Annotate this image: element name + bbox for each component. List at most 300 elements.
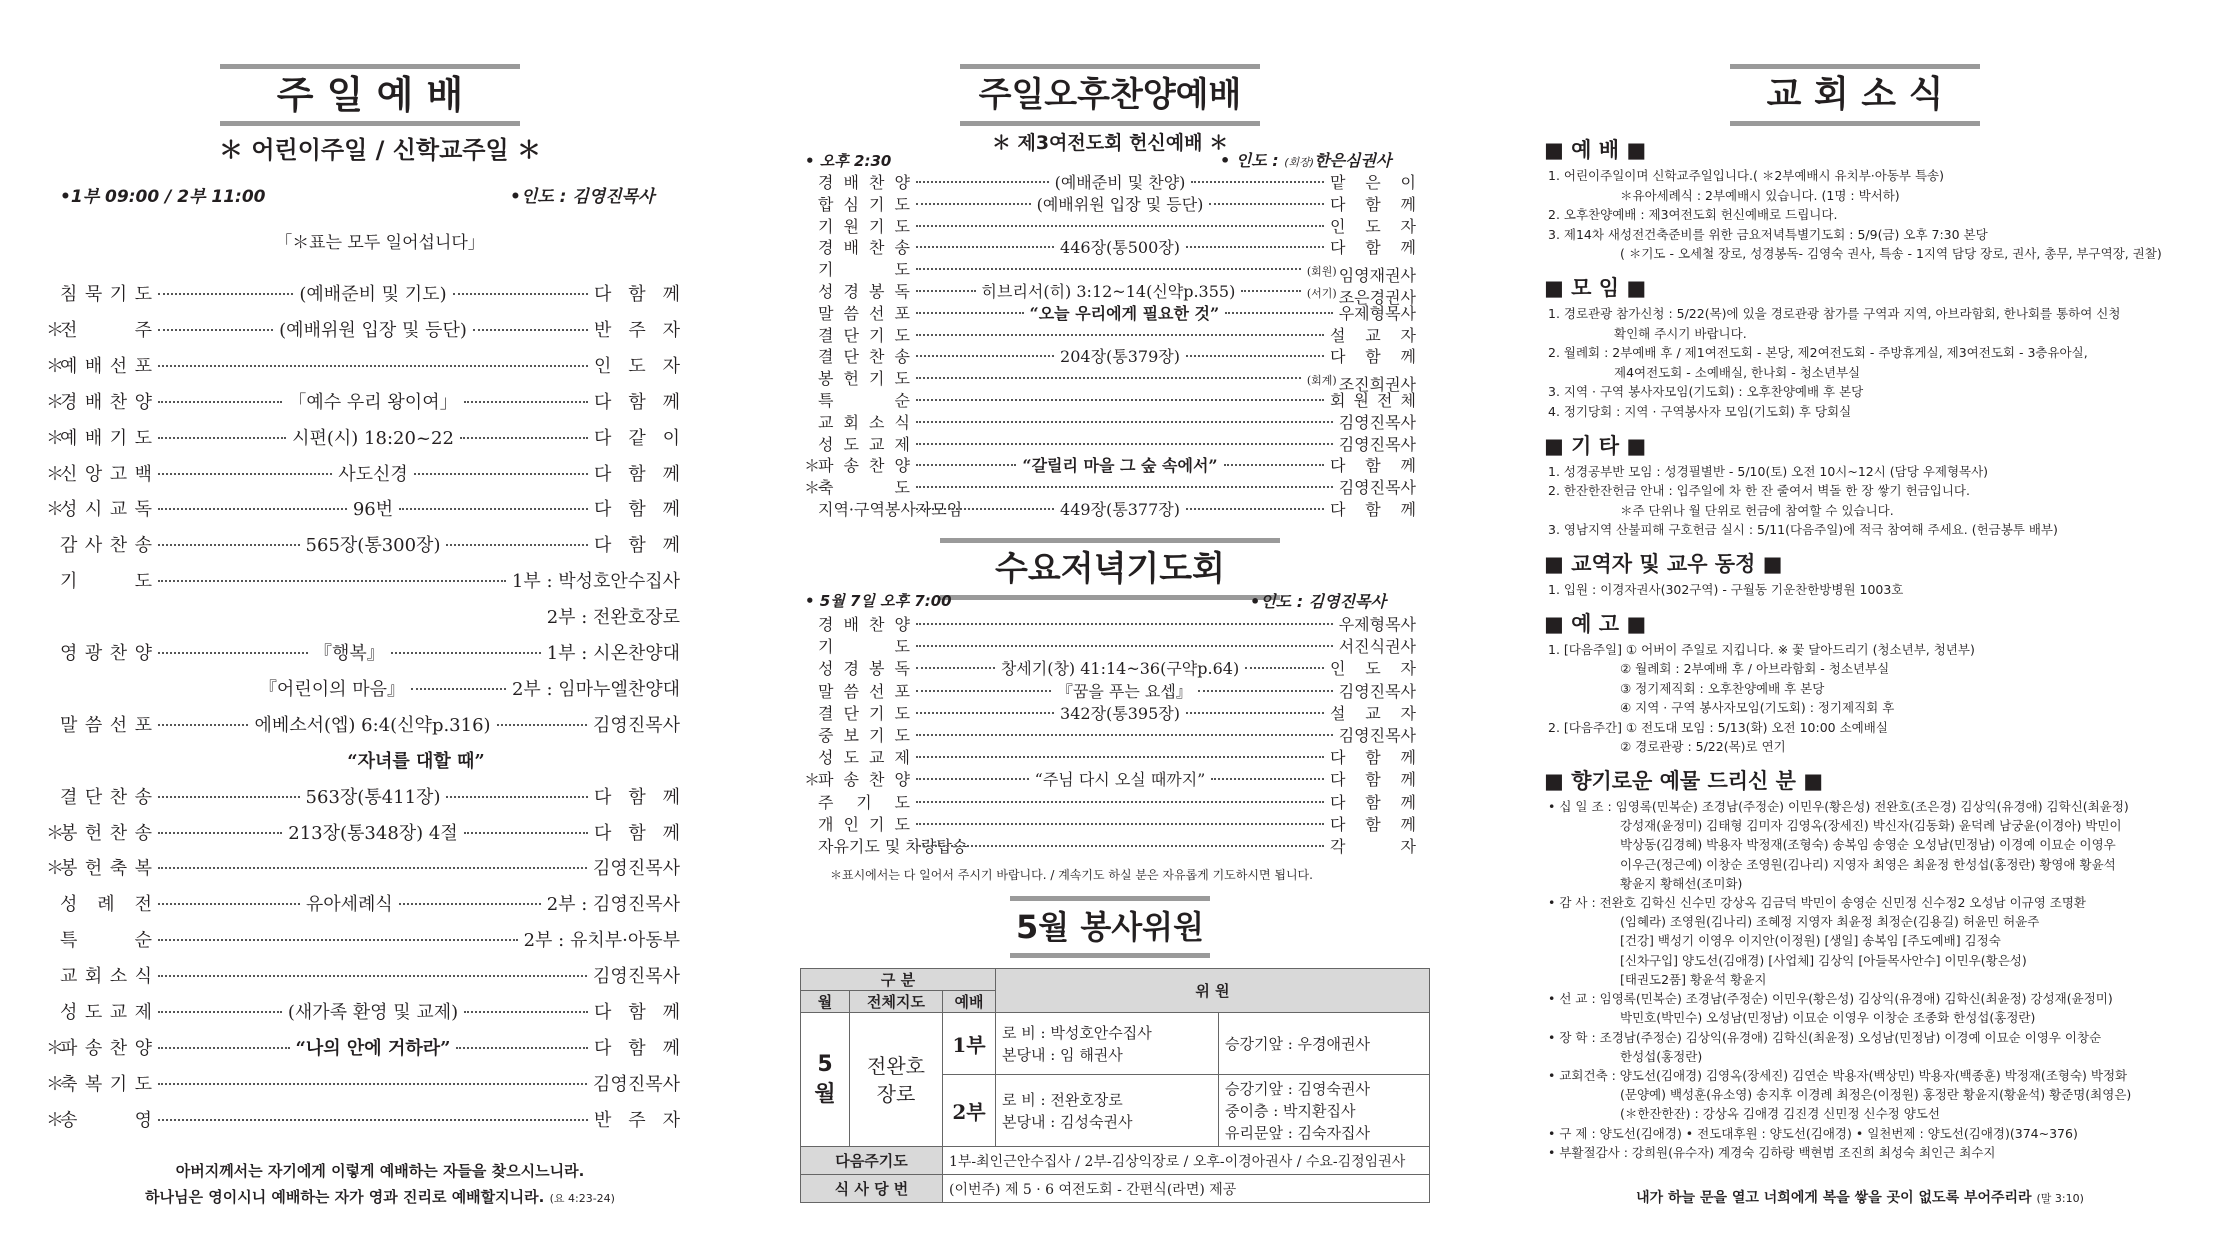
order-item-person: 김영진목사 <box>1338 412 1416 432</box>
order-item-name: 말 씀 선 포 <box>818 303 910 323</box>
order-item-name: 신 앙 고 백 ＊ <box>60 460 152 486</box>
leader-dots <box>497 724 587 726</box>
order-row <box>818 812 1416 835</box>
notice-line: 2. 월례회 : 2부예배 후 / 제1여전도회 - 본당, 제2여전도회 - 주방휴게실, 제3여전도회 - 3층유아실, <box>1548 345 2088 361</box>
volunteers-table <box>800 968 1430 1203</box>
order-row <box>818 656 1416 679</box>
order-item-name: 결 단 찬 송 <box>818 347 910 367</box>
header-month: 월 <box>801 991 850 1013</box>
notice-line: 박상동(김경혜) 박용자 박정재(조형숙) 송복임 송영순 오성남(민정남) 이경예 이묘순 이영우 <box>1620 837 2116 853</box>
notice-line: ③ 정기제직회 : 오후찬양예배 후 본당 <box>1620 680 1825 696</box>
order-item-name: 기 도 <box>60 571 152 593</box>
order-item-person: 김영진목사 <box>593 858 680 880</box>
order-item-person: 다 같 이 <box>594 427 680 449</box>
order-item-name: 기 도 <box>818 637 910 657</box>
leader-dots <box>1198 690 1333 692</box>
header-group: 구 분 <box>801 969 996 991</box>
leader-dots <box>1186 508 1324 510</box>
order-row <box>804 767 1417 790</box>
leader-dots <box>916 290 976 292</box>
next-prayer-value: 1부-최인근안수집사 / 2부-김상익장로 / 오후-이경아권사 / 수요-김정임권사 <box>943 1147 1430 1175</box>
order-row <box>804 453 1416 476</box>
order-row <box>818 701 1416 724</box>
leader-dots <box>916 181 1049 183</box>
notice-line: 3. 지역 · 구역 봉사자모임(기도회) : 오후찬양예배 후 본당 <box>1548 384 1864 400</box>
wednesday-time: • 5월 7일 오후 7:00 <box>805 592 952 610</box>
order-item-person: 김영진목사 <box>1338 681 1417 701</box>
order-item-person: 다 함 께 <box>1330 347 1416 367</box>
order-row <box>46 1070 680 1096</box>
order-row <box>818 634 1416 657</box>
stand-mark: ＊ <box>46 355 64 377</box>
leader-dots <box>916 355 1054 357</box>
verse-line-2: 하나님은 영이시니 예배하는 자가 영과 진리로 예배할지니라. (요 4:23-24) <box>145 1188 615 1206</box>
leader-dots <box>158 365 588 367</box>
leader-dots <box>158 329 273 331</box>
leader-dots <box>158 724 248 726</box>
vol-leader: 전완호 장로 <box>850 1013 943 1147</box>
order-item-person: 서진식권사 <box>1338 637 1416 657</box>
order-item-name: 성 례 전 <box>60 894 152 916</box>
order-item-name: 결 단 기 도 <box>818 325 910 345</box>
order-item-person: 2부 : 임마누엘찬양대 <box>511 678 681 700</box>
order-item-name: 축 도 ＊ <box>818 475 910 498</box>
leader-dots <box>453 293 588 295</box>
order-item-name: 성 경 봉 독 <box>818 282 910 301</box>
order-item-name: 파 송 찬 양 ＊ <box>60 1034 152 1060</box>
order-item-name: 봉 헌 축 복 ＊ <box>60 854 152 880</box>
notice-line: 3. 제14차 새성전건축준비를 위한 금요저녁특별기도회 : 5/9(금) 오후 7:30 본당 <box>1548 226 1988 242</box>
order-item-name: 파 송 찬 양 ＊ <box>818 767 910 790</box>
leader-dots <box>158 939 518 941</box>
leader-dots <box>464 832 588 834</box>
order-item-person: 김영진목사 <box>593 1073 680 1095</box>
order-row <box>818 410 1416 433</box>
section-staff-news-items <box>1544 580 2184 600</box>
order-item-person: 회 원 전 체 <box>1330 391 1416 410</box>
order-item-person: 다 함 께 <box>1330 456 1416 476</box>
leader-dots <box>1186 246 1324 248</box>
order-item-person: 다 함 께 <box>594 786 680 808</box>
wednesday-leader: •인도 : 김영진목사 <box>1250 592 1386 611</box>
order-row <box>46 854 680 880</box>
order-row <box>818 723 1416 746</box>
order-item-detail: 『어린이의 마음』 <box>258 678 405 700</box>
notice-line: 2. 오후찬양예배 : 제3여전도회 헌신예배로 드립니다. <box>1548 207 1838 223</box>
stand-mark: ＊ <box>46 391 64 413</box>
vol-service-2-floors: 승강기앞 : 김영숙권사 중이층 : 박지환집사 유리문앞 : 김숙자집사 <box>1219 1075 1430 1147</box>
order-item-name: 예 배 선 포 ＊ <box>60 352 152 378</box>
leader-dots <box>1241 290 1301 292</box>
order-row <box>46 352 680 378</box>
leader-dots <box>916 421 1333 423</box>
afternoon-theme: ＊ 제3여전도회 헌신예배 ＊ <box>991 132 1229 154</box>
order-item-detail: 96번 <box>352 499 394 521</box>
leader-dots <box>916 268 1301 270</box>
section-preview: ■ 예 고 ■ <box>1544 611 1647 636</box>
leader-dots <box>916 246 1054 248</box>
leader-dots <box>1245 667 1324 669</box>
stand-mark: ＊ <box>46 1109 64 1131</box>
section-preview-items <box>1544 640 2184 758</box>
leader-dots <box>916 845 1324 847</box>
order-item-person: 다 함 께 <box>1330 238 1416 258</box>
sunday-time: •1부 09:00 / 2부 11:00 <box>60 187 266 207</box>
leader-dots <box>473 329 588 331</box>
stand-mark: ＊ <box>46 319 64 341</box>
leader-dots <box>158 1083 587 1085</box>
order-item-person: 1부 : 시온찬양대 <box>546 643 681 664</box>
order-row <box>60 675 680 701</box>
order-item-detail: 시편(시) 18:20~22 <box>292 427 454 449</box>
order-item-person: 2부 : 김영진목사 <box>546 894 680 916</box>
notice-line: 3. 영남지역 산불피해 구호헌금 실시 : 5/11(다음주일)에 적극 참여해 주세요. (헌금봉투 배부) <box>1548 522 2058 538</box>
order-item-person: 인 도 자 <box>1330 659 1417 679</box>
order-item-person: 2부 : 유치부·아동부 <box>523 930 680 952</box>
leader-dots <box>414 473 588 475</box>
leader-dots <box>158 975 587 977</box>
order-item-person: 다 함 께 <box>594 391 680 413</box>
order-item-name: 말 씀 선 포 <box>818 681 910 701</box>
order-item-person: 김영진목사 <box>593 966 680 988</box>
notice-line: 2. 한잔한잔헌금 안내 : 입주일에 차 한 잔 줄여서 벽돌 한 장 쌓기 헌금입니다. <box>1548 483 1970 499</box>
notice-line: 한성섭(홍정란) <box>1620 1048 1703 1064</box>
leader-dots <box>158 832 282 834</box>
order-item-person: 다 함 께 <box>594 535 680 557</box>
order-item-person: 1부 : 박성호안수집사 <box>511 571 680 593</box>
order-item-name: 결 단 찬 송 <box>60 786 152 808</box>
notice-line: 이우근(정근예) 이창순 조영원(김나리) 지영자 최영은 최윤정 한성섭(홍정란) 황영애 황윤석 <box>1620 856 2116 872</box>
order-row <box>60 531 680 557</box>
order-item-detail: 565장(통300장) <box>305 535 441 557</box>
notice-line: [신차구입] 양도선(김애경) [사업체] 김상익 [아들목사안수] 이민우(황은성) <box>1620 952 2027 968</box>
vol-month: 5월 <box>801 1013 850 1147</box>
order-item-detail: 204장(통379장) <box>1060 347 1180 367</box>
order-item-person: 다 함 께 <box>1330 770 1417 790</box>
order-item-person: (회원) 임영재권사 <box>1306 265 1416 286</box>
leader-dots <box>916 334 1324 336</box>
order-item-name: 성 시 교 독 ＊ <box>60 495 152 521</box>
leader-dots <box>158 473 332 475</box>
leader-dots <box>446 544 588 546</box>
stand-mark: ＊ <box>804 770 821 790</box>
leader-dots <box>1225 312 1333 314</box>
notice-line: 2. [다음주간] ① 전도대 모임 : 5/13(화) 오전 10:00 소예배실 <box>1548 719 1888 735</box>
notice-line: 1. 성경공부반 모임 : 성경필별반 - 5/10(토) 오전 10시~12시 (담당 우제형목사) <box>1548 463 1989 479</box>
meal-duty-label: 식 사 당 번 <box>801 1175 943 1203</box>
leader-dots <box>916 623 1333 625</box>
leader-dots <box>916 712 1054 714</box>
leader-dots <box>1211 778 1324 780</box>
order-item-name: 영 광 찬 양 <box>60 643 152 664</box>
order-item-person: 다 함 께 <box>594 822 680 844</box>
order-row <box>818 235 1416 258</box>
order-item-person: 김영진목사 <box>593 714 680 736</box>
notice-line: • 감 사 : 전완호 김학신 신수민 강상옥 김금덕 박민이 송영순 신민정 신수정2 오성남 이규영 조명환 <box>1548 895 2086 911</box>
order-item-person: 다 함 께 <box>1330 814 1416 834</box>
order-row <box>818 432 1416 455</box>
order-item-name: 파 송 찬 양 ＊ <box>818 453 910 476</box>
order-row <box>60 998 680 1024</box>
order-item-person: 다 함 께 <box>1330 792 1416 812</box>
notice-line: 1. [다음주일] ① 어버이 주일로 지킵니다. ※ 꽃 달아드리기 (청소년부, 청년부) <box>1548 641 1975 657</box>
order-item-person: 우제형목사 <box>1338 303 1416 323</box>
sunday-theme: ＊ 어린이주일 / 신학교주일 ＊ <box>218 136 542 164</box>
order-row <box>818 170 1416 193</box>
order-item-person: 인 도 자 <box>594 355 680 377</box>
leader-dots <box>464 401 588 403</box>
order-item-detail: 446장(통500장) <box>1060 238 1180 258</box>
order-item-person: 다 함 께 <box>594 463 680 485</box>
order-row <box>818 790 1416 813</box>
vol-service-1-elevator: 승강기앞 : 우경애권사 <box>1219 1013 1430 1075</box>
notice-line: • 장 학 : 조경남(주정순) 김상익(유경애) 김학신(최윤정) 오성남(민정남) 이경예 이묘순 이영우 이창순 <box>1548 1029 2102 1045</box>
order-item-person: 김영진목사 <box>1338 726 1416 745</box>
order-row <box>818 745 1416 768</box>
order-row <box>46 495 680 521</box>
leader-dots <box>158 580 506 582</box>
order-item-name: 특 순 <box>818 391 910 410</box>
leader-dots <box>158 293 293 295</box>
order-item-name: 축 복 기 도 ＊ <box>60 1070 152 1096</box>
leader-dots <box>1191 181 1324 183</box>
leader-dots <box>456 1047 588 1049</box>
church-news-title: 교 회 소 식 <box>1730 64 1980 126</box>
afternoon-worship-column <box>790 0 1430 1240</box>
leader-dots <box>916 823 1324 825</box>
order-item-name: 예 배 기 도 ＊ <box>60 424 152 450</box>
section-worship: ■ 예 배 ■ <box>1544 138 1647 162</box>
order-row <box>818 497 1416 520</box>
order-item-detail: 에베소서(엡) 6:4(신약p.316) <box>254 714 491 736</box>
notice-line: 확인해 주시기 바랍니다. <box>1614 325 1747 341</box>
order-row <box>60 567 680 593</box>
notice-line: • 교회건축 : 양도선(김애경) 김영옥(장세진) 김연순 박용자(백상민) 박용자(백종훈) 박정재(조형숙) 박정화 <box>1548 1067 2128 1083</box>
leader-dots <box>391 652 541 654</box>
order-item-person: 다 함 께 <box>1330 748 1416 768</box>
header-service: 예배 <box>943 991 996 1013</box>
stand-mark: ＊ <box>804 456 821 476</box>
leader-dots <box>916 778 1029 780</box>
leader-dots <box>158 1011 282 1013</box>
wednesday-title: 수요저녁기도회 <box>940 538 1280 600</box>
order-item-person: 설 교 자 <box>1330 703 1416 723</box>
notice-line: (＊한잔한잔) : 강상옥 김애경 김진경 신민정 신수정 양도선 <box>1620 1106 1940 1122</box>
leader-dots <box>446 796 588 798</box>
order-item-detail: “갈릴리 마을 그 숲 속에서” <box>1022 456 1218 476</box>
notice-line: [태권도2품] 황윤석 황윤지 <box>1620 971 1767 987</box>
order-row <box>818 323 1416 346</box>
order-item-name: 교 회 소 식 <box>60 966 152 988</box>
order-item-person: (서기) 조은경권사 <box>1306 287 1416 307</box>
order-item-name: 기 원 기 도 <box>818 216 910 236</box>
order-row <box>818 192 1416 215</box>
order-item-detail: “주님 다시 오실 때까지” <box>1034 770 1206 790</box>
sunday-worship-column <box>0 0 740 1240</box>
notice-line: ② 경로관광 : 5/22(목)로 연기 <box>1620 739 1786 755</box>
order-item-person: 맡 은 이 <box>1330 173 1417 192</box>
section-worship-items <box>1544 166 2184 264</box>
order-item-detail: 563장(통411장) <box>305 786 441 808</box>
order-item-name: 성 경 봉 독 <box>818 659 910 679</box>
order-item-name: 합 심 기 도 <box>818 194 910 214</box>
leader-dots <box>916 690 1051 692</box>
leader-dots <box>1209 203 1324 205</box>
leader-dots <box>158 508 347 510</box>
order-item-name: 전 주 ＊ <box>60 316 152 342</box>
order-item-detail: (예배위원 입장 및 등단) <box>1036 194 1204 214</box>
order-row <box>46 1034 680 1060</box>
leader-dots <box>916 312 1024 314</box>
section-meetings-items <box>1544 304 2184 422</box>
notice-line: ＊주 단위나 월 단위로 헌금에 참여할 수 있습니다. <box>1620 502 1894 518</box>
stand-mark: ＊ <box>46 427 64 449</box>
leader-dots <box>1224 464 1324 466</box>
order-item-detail: (예배위원 입장 및 등단) <box>279 319 467 341</box>
order-item-person: 다 함 께 <box>594 499 680 521</box>
order-item-detail: 『행복』 <box>313 643 385 664</box>
leader-dots <box>916 756 1324 758</box>
order-row <box>46 1106 680 1132</box>
afternoon-leader: • 인도 : (회장)한은심권사 <box>1220 151 1392 170</box>
order-item-detail: (예배준비 및 기도) <box>299 284 447 305</box>
notice-line: ② 월례회 : 2부예배 후 / 아브라함회 - 청소년부실 <box>1620 661 1890 677</box>
next-prayer-label: 다음주기도 <box>801 1147 943 1175</box>
order-item-detail: 『꿈을 푸는 요셉』 <box>1056 681 1192 701</box>
header-members: 위 원 <box>996 969 1430 1013</box>
sunday-leader: •인도 : 김영진목사 <box>510 187 655 207</box>
leader-dots <box>916 399 1324 401</box>
order-item-detail: (새가족 환영 및 교제) <box>287 1002 459 1023</box>
order-row <box>818 344 1416 367</box>
leader-dots <box>158 796 300 798</box>
order-item-person: 김영진목사 <box>1338 434 1416 454</box>
leader-dots <box>464 1011 588 1013</box>
leader-dots <box>916 508 1054 510</box>
leader-dots <box>916 203 1031 205</box>
notice-line: 제4여전도회 - 소예배실, 한나회 - 청소년부실 <box>1614 364 1861 380</box>
order-item-person: 다 함 께 <box>594 1002 680 1023</box>
order-row <box>60 890 680 916</box>
order-item-name: 말 씀 선 포 <box>60 714 152 736</box>
order-item-name: 성 도 교 제 <box>818 434 910 454</box>
closing-verse: 내가 하늘 문을 열고 너희에게 복을 쌓을 곳이 없도록 부어주리라 (말 3:10) <box>1636 1190 2084 1206</box>
order-item-person: 다 함 께 <box>1330 500 1416 519</box>
order-row <box>818 612 1416 635</box>
leader-dots <box>158 544 300 546</box>
leader-dots <box>916 645 1333 647</box>
meal-duty-value: (이번주) 제 5 · 6 여전도회 - 간편식(라면) 제공 <box>943 1175 1430 1203</box>
stand-mark: ＊ <box>46 463 64 485</box>
leader-dots <box>158 1047 290 1049</box>
order-item-detail: 유아세례식 <box>305 894 393 916</box>
section-meetings: ■ 모 임 ■ <box>1544 275 1647 300</box>
order-item-detail: 창세기(창) 41:14~36(구약p.64) <box>1000 659 1240 679</box>
leader-dots <box>916 225 1324 227</box>
order-item-person: 다 함 께 <box>594 1037 680 1059</box>
notice-line: ( ＊기도 - 오세철 장로, 성경봉독- 김영숙 권사, 특송 - 1지역 담당 장로, 권사, 총무, 부구역장, 권찰) <box>1620 246 2162 262</box>
leader-dots <box>158 867 587 869</box>
order-item-name: 침 묵 기 도 <box>60 284 152 305</box>
order-item-detail: 히브리서(히) 3:12~14(신약p.355) <box>981 282 1236 301</box>
notice-line: 1. 경로관광 참가신청 : 5/22(목)에 있을 경로관광 참가를 구역과 지역, 아브라함회, 한나회를 통하여 신청 <box>1548 305 2121 321</box>
order-item-detail: 449장(통377장) <box>1060 500 1180 519</box>
notice-line: 4. 정기당회 : 지역 · 구역봉사자 모임(기도회) 후 당회실 <box>1548 403 1852 419</box>
order-item-name: 송 영 ＊ <box>60 1106 152 1132</box>
notice-line: 1. 입원 : 이경자권사(302구역) - 구월동 기운찬한방병원 1003호 <box>1548 581 1904 597</box>
order-row <box>804 475 1416 498</box>
order-row <box>60 603 680 629</box>
order-item-detail: 213장(통348장) 4절 <box>288 822 458 844</box>
afternoon-worship-title: 주일오후찬양예배 <box>960 64 1260 126</box>
section-others-items <box>1544 462 2184 540</box>
order-row <box>46 424 680 450</box>
order-item-detail: 「예수 우리 왕이여」 <box>288 391 458 413</box>
order-row <box>60 783 680 809</box>
order-row <box>818 214 1416 237</box>
volunteers-title: 5월 봉사위원 <box>1010 896 1210 958</box>
order-item-detail: 342장(통395장) <box>1060 703 1180 723</box>
leader-dots <box>158 437 286 439</box>
notice-line: (임혜라) 조영원(김나리) 조혜정 지영자 최윤정 최정순(김용길) 허윤민 허윤주 <box>1620 914 2040 930</box>
stand-mark: ＊ <box>46 1073 64 1095</box>
order-item-name: 개 인 기 도 <box>818 814 910 834</box>
order-item-name: 결 단 기 도 <box>818 703 910 723</box>
order-item-detail: “자녀를 대할 때” <box>347 750 485 772</box>
leader-dots <box>916 443 1333 445</box>
notice-line: 1. 어린이주일이며 신학교주일입니다.( ＊2부예배시 유치부·아동부 특송) <box>1548 168 1944 183</box>
order-row <box>818 679 1416 702</box>
sunday-worship-title: 주 일 예 배 <box>220 64 520 126</box>
order-item-person: (회계) 조진희권사 <box>1306 374 1416 395</box>
order-item-name: 특 순 <box>60 930 152 952</box>
leader-dots <box>916 734 1333 736</box>
notice-line: (문양예) 백성훈(유소영) 송지후 이경례 최정은(이정원) 홍정란 황윤지(황윤석) 황준명(최영은) <box>1620 1087 2132 1103</box>
leader-dots <box>158 652 308 654</box>
wednesday-note: ＊표시에서는 다 일어서 주시기 바랍니다. / 계속기도 하실 분은 자유롭게 기도하시면 됩니다. <box>830 868 1313 882</box>
order-item-person: 우제형목사 <box>1338 615 1416 634</box>
order-row <box>46 460 680 486</box>
stand-mark: ＊ <box>804 478 821 498</box>
order-item-person: 김영진목사 <box>1338 478 1416 498</box>
order-item-person: 다 함 께 <box>594 284 680 305</box>
order-row <box>46 316 680 342</box>
leader-dots <box>916 667 995 669</box>
order-item-person: 인 도 자 <box>1330 216 1416 236</box>
leader-dots <box>460 437 588 439</box>
stand-mark: ＊ <box>46 499 64 521</box>
stand-mark: ＊ <box>46 1037 64 1059</box>
leader-dots <box>158 903 300 905</box>
order-item-person: 각 자 <box>1330 837 1416 856</box>
order-row <box>60 711 680 737</box>
notice-line: ＊유아세례식 : 2부예배시 있습니다. (1명 : 박서하) <box>1620 187 1900 203</box>
order-item-detail: (예배준비 및 찬양) <box>1054 173 1186 192</box>
order-item-detail: “나의 안에 거하라” <box>295 1037 451 1059</box>
order-item-name: 경 배 찬 양 ＊ <box>60 388 152 414</box>
order-item-name: 경 배 찬 양 <box>818 173 910 192</box>
leader-dots <box>399 903 541 905</box>
order-item-person: 다 함 께 <box>1330 194 1417 214</box>
order-row <box>60 926 680 952</box>
leader-dots <box>1186 712 1324 714</box>
order-item-name: 자유기도 및 차량탑승 <box>818 837 968 856</box>
notice-line: 박민호(박민수) 오성남(민정남) 이묘순 이영우 이창순 조종화 한성섭(홍정란) <box>1620 1010 2036 1026</box>
stand-note: 「＊표는 모두 일어섭니다」 <box>275 233 485 253</box>
order-row <box>818 388 1416 411</box>
order-item-person: 2부 : 전완호장로 <box>546 607 680 629</box>
notice-line: 강성재(윤정미) 김태형 김미자 김영옥(장세진) 박신자(김동화) 윤덕례 남궁윤(이경아) 박민이 <box>1620 818 2122 834</box>
